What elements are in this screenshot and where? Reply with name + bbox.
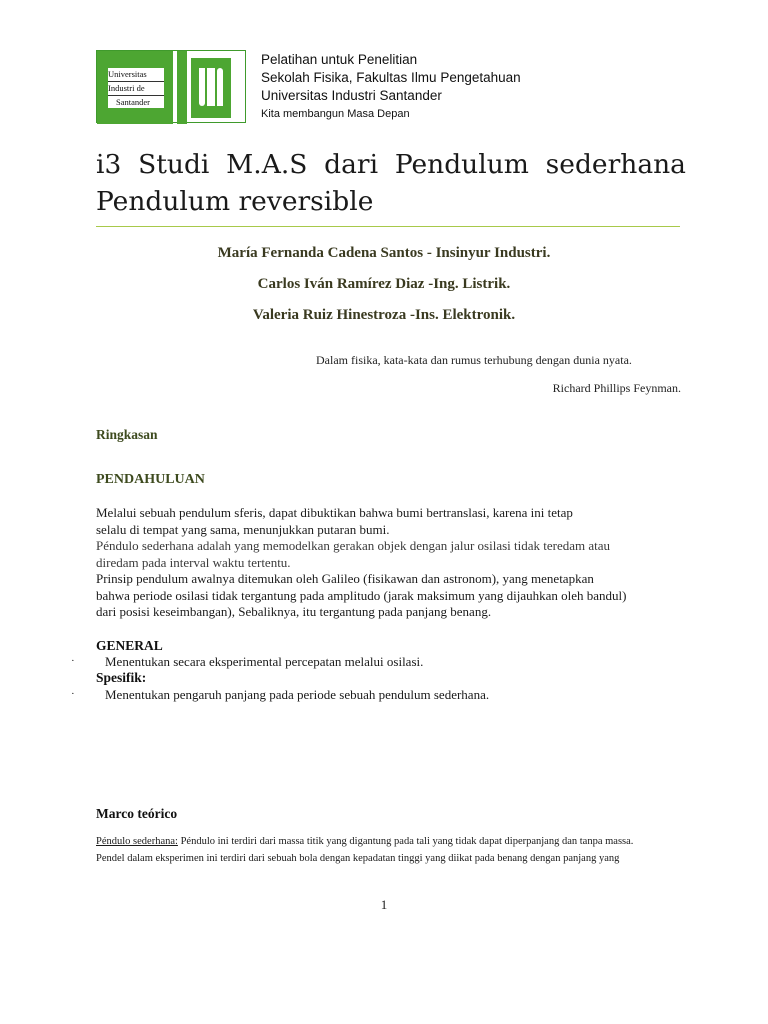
page-number: 1 bbox=[380, 897, 388, 912]
bullet-marker: · bbox=[71, 655, 75, 667]
title-line-1: i3 Studi M.A.S dari Pendulum sederhana bbox=[96, 149, 686, 180]
intro-line: Péndulo sederhana adalah yang memodelkan gerakan objek dengan jalur osilasi tidak teredam atau bbox=[96, 538, 611, 553]
author-2: Carlos Iván Ramírez Diaz -Ing. Listrik. bbox=[257, 276, 511, 292]
intro-line: selalu di tempat yang sama, menunjukkan putaran bumi. bbox=[96, 521, 390, 537]
university-logo bbox=[96, 50, 246, 123]
theory-definition: Péndulo ini terdiri dari massa titik yang digantung pada tali yang tidak dapat diperpanjang dan tanpa massa. bbox=[177, 836, 634, 847]
theory-term: Péndulo sederhana: bbox=[96, 836, 178, 847]
author-1: María Fernanda Cadena Santos - Insinyur Industri. bbox=[217, 245, 551, 261]
author-3: Valeria Ruiz Hinestroza -Ins. Elektronik. bbox=[252, 307, 516, 323]
epigraph-quote: Dalam fisika, kata-kata dan rumus terhubung dengan dunia nyata. bbox=[316, 353, 632, 367]
header-tagline: Kita membangun Masa Depan bbox=[261, 108, 410, 120]
title-rule bbox=[96, 226, 680, 227]
intro-line: Melalui sebuah pendulum sferis, dapat dibuktikan bahwa bumi bertranslasi, karena ini tetap bbox=[96, 505, 573, 520]
theory-line-1 bbox=[96, 836, 633, 847]
section-specific: Spesifik: bbox=[96, 670, 147, 685]
bullet-marker: · bbox=[71, 688, 75, 700]
header-block bbox=[261, 51, 521, 123]
section-theory: Marco teórico bbox=[96, 806, 178, 821]
logo-text-box bbox=[108, 68, 164, 108]
intro-line: diredam pada interval waktu tertentu. bbox=[96, 554, 291, 570]
logo-line-3: Santander bbox=[116, 97, 150, 107]
logo-divider bbox=[177, 51, 187, 124]
section-general: GENERAL bbox=[96, 638, 163, 653]
document-title bbox=[96, 146, 686, 220]
section-abstract: Ringkasan bbox=[96, 427, 158, 442]
title-line-2: Pendulum reversible bbox=[96, 186, 374, 217]
intro-line: Prinsip pendulum awalnya ditemukan oleh Galileo (fisikawan dan astronom), yang menetapkan bbox=[96, 571, 594, 586]
specific-objective: Menentukan pengaruh panjang pada periode sebuah pendulum sederhana. bbox=[105, 687, 490, 702]
epigraph-attribution: Richard Phillips Feynman. bbox=[552, 381, 681, 395]
header-line-2: Sekolah Fisika, Fakultas Ilmu Pengetahuan bbox=[261, 70, 521, 85]
header-line-3: Universitas Industri Santander bbox=[261, 88, 442, 103]
logo-line-2: Industri de bbox=[108, 82, 164, 96]
logo-green-panel bbox=[97, 51, 173, 124]
theory-line-2: Pendel dalam eksperimen ini terdiri dari sebuah bola dengan kepadatan tinggi yang diikat pada benang dengan panjang yang bbox=[96, 853, 620, 864]
section-intro: PENDAHULUAN bbox=[96, 472, 205, 487]
uis-emblem-icon bbox=[191, 58, 231, 118]
header-line-1: Pelatihan untuk Penelitian bbox=[261, 52, 418, 67]
intro-line: bahwa periode osilasi tidak tergantung pada amplitudo (jarak maksimum yang dijauhkan oleh bandul) bbox=[96, 587, 627, 603]
intro-paragraph bbox=[96, 505, 658, 621]
intro-line: dari posisi keseimbangan), Sebaliknya, itu tergantung pada panjang benang. bbox=[96, 604, 492, 619]
logo-line-1: Universitas bbox=[108, 68, 164, 82]
general-objective: Menentukan secara eksperimental percepatan melalui osilasi. bbox=[105, 654, 424, 669]
